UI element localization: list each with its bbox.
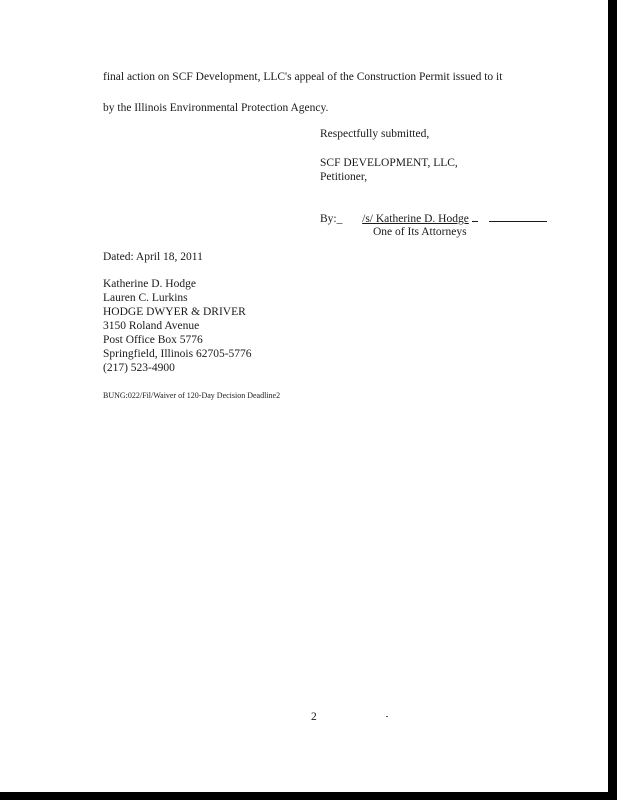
file-reference: BUNG:022/Fil/Waiver of 120-Day Decision Deadline2 <box>103 391 281 400</box>
scan-border-right <box>608 0 617 800</box>
body-text-line-2: by the Illinois Environmental Protection Agency. <box>103 102 329 114</box>
page-number: 2 <box>311 711 317 723</box>
counsel-line: Post Office Box 5776 <box>103 334 203 346</box>
respectfully-submitted: Respectfully submitted, <box>320 128 430 140</box>
signature-text: /s/ Katherine D. Hodge <box>362 213 469 225</box>
counsel-line: HODGE DWYER & DRIVER <box>103 306 246 318</box>
counsel-line: Katherine D. Hodge <box>103 278 196 290</box>
scan-border-bottom <box>0 792 617 800</box>
date-line: Dated: April 18, 2011 <box>103 251 203 263</box>
counsel-line: 3150 Roland Avenue <box>103 320 200 332</box>
counsel-line: Lauren C. Lurkins <box>103 292 188 304</box>
counsel-line: Springfield, Illinois 62705-5776 <box>103 348 252 360</box>
scan-speck <box>386 716 388 717</box>
body-text-line-1: final action on SCF Development, LLC's appeal of the Construction Permit issued to it <box>103 71 503 83</box>
party-role: Petitioner, <box>320 171 368 183</box>
attorney-designation: One of Its Attorneys <box>373 226 467 238</box>
counsel-line: (217) 523-4900 <box>103 362 175 374</box>
by-label: By:_ <box>320 213 343 225</box>
signature-underline <box>489 211 547 222</box>
signature-line <box>320 211 547 226</box>
party-name: SCF DEVELOPMENT, LLC, <box>320 157 458 169</box>
